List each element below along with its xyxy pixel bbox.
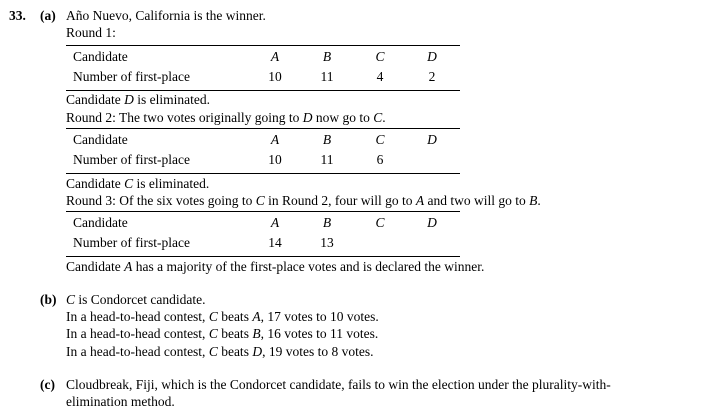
value-b: 11: [320, 152, 334, 167]
part-b-line1: C is Condorcet candidate.: [66, 292, 206, 307]
header-b: B: [322, 215, 332, 230]
header-d: D: [427, 132, 437, 147]
row-label: Number of first-place: [73, 235, 190, 250]
header-c: C: [375, 215, 385, 230]
contest-line: In a head-to-head contest, C beats B, 16 votes to 11 votes.: [66, 326, 379, 341]
value-b: 11: [320, 69, 334, 84]
value-c: 6: [376, 152, 384, 167]
header-candidate: Candidate: [73, 215, 128, 230]
header-d: D: [427, 215, 437, 230]
value-d: 2: [428, 69, 436, 84]
part-c-line1: Cloudbreak, Fiji, which is the Condorcet candidate, fails to win the election under the plurality-with-: [66, 377, 611, 392]
value-a: 10: [268, 152, 282, 167]
header-a: A: [270, 215, 280, 230]
part-a-intro: Año Nuevo, California is the winner.: [66, 8, 266, 23]
problem-number: 33.: [9, 8, 26, 23]
header-a: A: [270, 49, 280, 64]
table-rule-top: [66, 211, 460, 212]
header-c: C: [375, 132, 385, 147]
part-b-label: (b): [40, 292, 57, 307]
after-round2-text: Candidate C is eliminated.: [66, 176, 210, 191]
table-rule-bottom: [66, 173, 460, 174]
round3-text: Round 3: Of the six votes going to C in Round 2, four will go to A and two will go to B.: [66, 193, 541, 208]
part-a-label: (a): [40, 8, 56, 23]
header-candidate: Candidate: [73, 132, 128, 147]
contest-line: In a head-to-head contest, C beats D, 19 votes to 8 votes.: [66, 344, 374, 359]
part-c-line2: elimination method.: [66, 394, 175, 409]
round1-label: Round 1:: [66, 25, 116, 40]
table-rule-bottom: [66, 256, 460, 257]
part-c-label: (c): [40, 377, 55, 392]
round1-table: [66, 45, 460, 91]
round3-table: [66, 211, 460, 257]
contest-line: In a head-to-head contest, C beats A, 17 votes to 10 votes.: [66, 309, 379, 324]
row-label: Number of first-place: [73, 69, 190, 84]
value-b: 13: [320, 235, 334, 250]
part-a-conclusion: Candidate A has a majority of the first-place votes and is declared the winner.: [66, 259, 485, 274]
value-a: 10: [268, 69, 282, 84]
header-a: A: [270, 132, 280, 147]
header-d: D: [427, 49, 437, 64]
row-label: Number of first-place: [73, 152, 190, 167]
table-rule-top: [66, 45, 460, 46]
value-c: 4: [376, 69, 384, 84]
after-round1-text: Candidate D is eliminated.: [66, 92, 210, 107]
header-b: B: [322, 132, 332, 147]
header-c: C: [375, 49, 385, 64]
round2-table: [66, 128, 460, 174]
table-rule-bottom: [66, 90, 460, 91]
table-rule-top: [66, 128, 460, 129]
header-candidate: Candidate: [73, 49, 128, 64]
round2-text: Round 2: The two votes originally going to D now go to C.: [66, 110, 386, 125]
header-b: B: [322, 49, 332, 64]
value-a: 14: [268, 235, 282, 250]
